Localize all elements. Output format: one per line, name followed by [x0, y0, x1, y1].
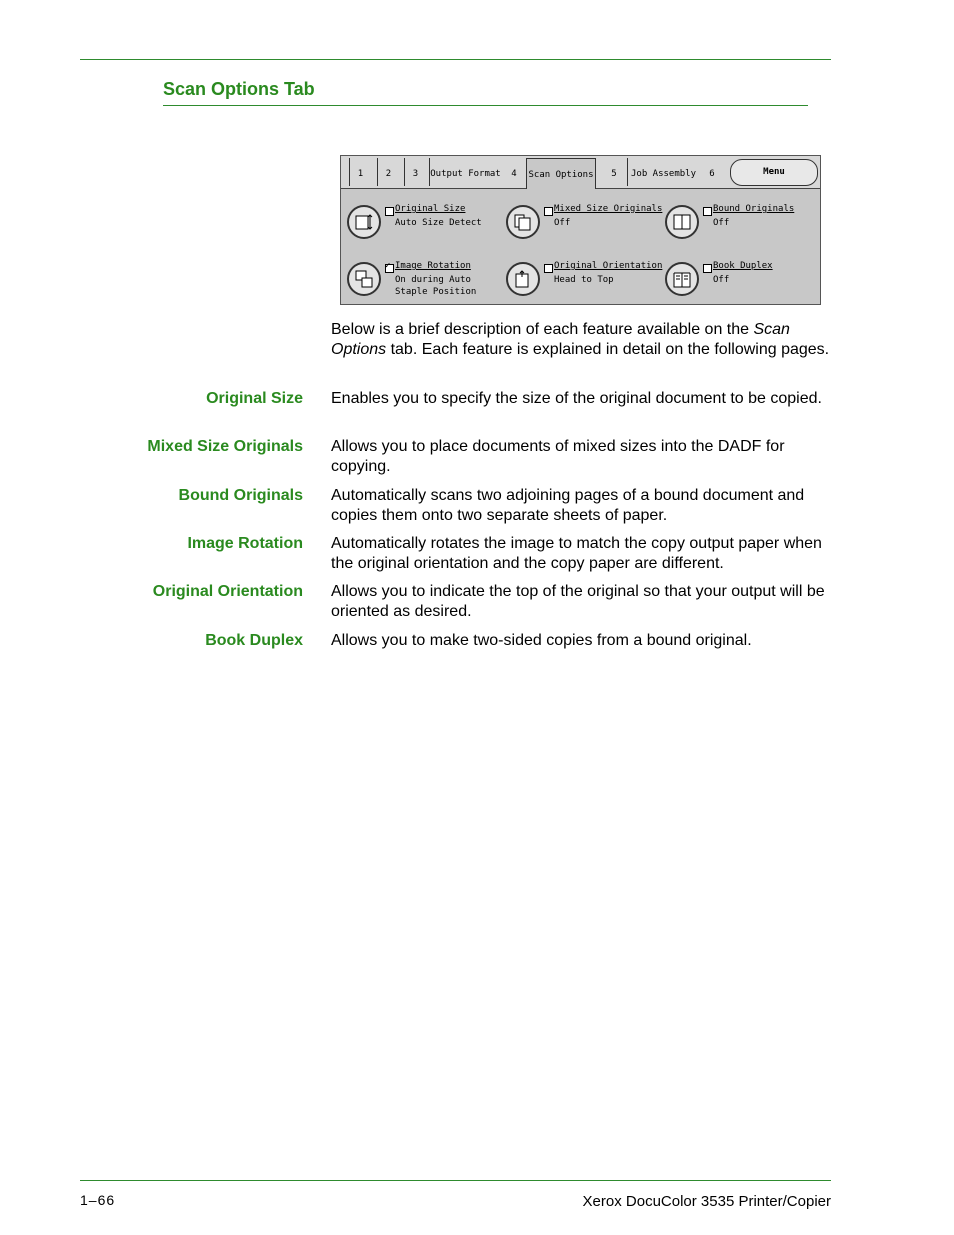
definition-desc: Automatically rotates the image to match the copy output paper when the original orientation and the copy paper are different.: [331, 535, 822, 572]
definition-desc: Allows you to place documents of mixed sizes into the DADF for copying.: [331, 438, 785, 475]
original-size-checkbox[interactable]: [385, 207, 394, 216]
book-duplex-icon: [665, 262, 699, 296]
top-rule: [80, 59, 831, 60]
feature-value: Head to Top: [554, 275, 614, 285]
intro-text: Below is a brief description of each feature available on the: [331, 321, 754, 338]
definition-term: Original Size: [206, 390, 303, 407]
scan-options-screenshot: [340, 155, 821, 305]
tab-4: 4: [511, 169, 517, 179]
bound-originals-icon: [665, 205, 699, 239]
feature-value: Auto Size Detect: [395, 218, 482, 228]
feature-name: Original Orientation: [554, 261, 663, 271]
title-underline: [163, 105, 808, 106]
definition-term: Original Orientation: [152, 583, 303, 600]
image-rotation-icon: [347, 262, 381, 296]
definition-term: Image Rotation: [187, 535, 303, 552]
intro-paragraph: [331, 320, 831, 360]
feature-name: Bound Originals: [713, 204, 795, 214]
tab-output-format[interactable]: Output Format: [429, 158, 501, 186]
definition-desc: Enables you to specify the size of the original document to be copied.: [331, 390, 822, 407]
mixed-size-icon: [506, 205, 540, 239]
mixed-size-checkbox[interactable]: [544, 207, 553, 216]
feature-name: Original Size: [395, 204, 466, 214]
tab-job-assembly[interactable]: Job Assembly: [627, 158, 699, 186]
definition-desc: Automatically scans two adjoining pages of a bound document and copies them onto two separate sheets of paper.: [331, 487, 805, 524]
tab-3[interactable]: 3: [404, 158, 426, 186]
bound-originals-checkbox[interactable]: [703, 207, 712, 216]
feature-name: Book Duplex: [713, 261, 773, 271]
feature-name: Mixed Size Originals: [554, 204, 663, 214]
definition-term: Bound Originals: [178, 487, 303, 504]
tab-scan-options[interactable]: Scan Options: [526, 158, 596, 189]
feature-value: Off: [554, 218, 571, 228]
section-title: Scan Options Tab: [163, 79, 315, 99]
image-rotation-checkbox[interactable]: [385, 264, 394, 273]
book-duplex-checkbox[interactable]: [703, 264, 712, 273]
definition-desc: Allows you to make two-sided copies from a bound original.: [331, 632, 752, 649]
tab-6: 6: [709, 169, 715, 179]
product-name: Xerox DocuColor 3535 Printer/Copier: [582, 1193, 831, 1210]
menu-button[interactable]: Menu: [730, 159, 818, 186]
definition-term: Book Duplex: [205, 632, 303, 649]
orientation-checkbox[interactable]: [544, 264, 553, 273]
definition-desc: Allows you to indicate the top of the original so that your output will be oriented as desired.: [331, 583, 825, 620]
intro-text-end: tab. Each feature is explained in detail on the following pages.: [386, 341, 830, 358]
orientation-icon: [506, 262, 540, 296]
intro-emphasis: Scan Options: [331, 321, 790, 358]
tab-5: 5: [611, 169, 617, 179]
tab-1[interactable]: 1: [349, 158, 371, 186]
original-size-icon: [347, 205, 381, 239]
feature-value: Off: [713, 275, 730, 285]
page-number: 1–66: [80, 1192, 116, 1208]
feature-value: On during Auto Staple Position: [395, 275, 477, 297]
feature-name: Image Rotation: [395, 261, 471, 271]
tab-2[interactable]: 2: [377, 158, 399, 186]
tab-bar: [341, 156, 820, 189]
feature-value: Off: [713, 218, 730, 228]
footer-rule: [80, 1180, 831, 1181]
definition-term: Mixed Size Originals: [147, 438, 303, 455]
